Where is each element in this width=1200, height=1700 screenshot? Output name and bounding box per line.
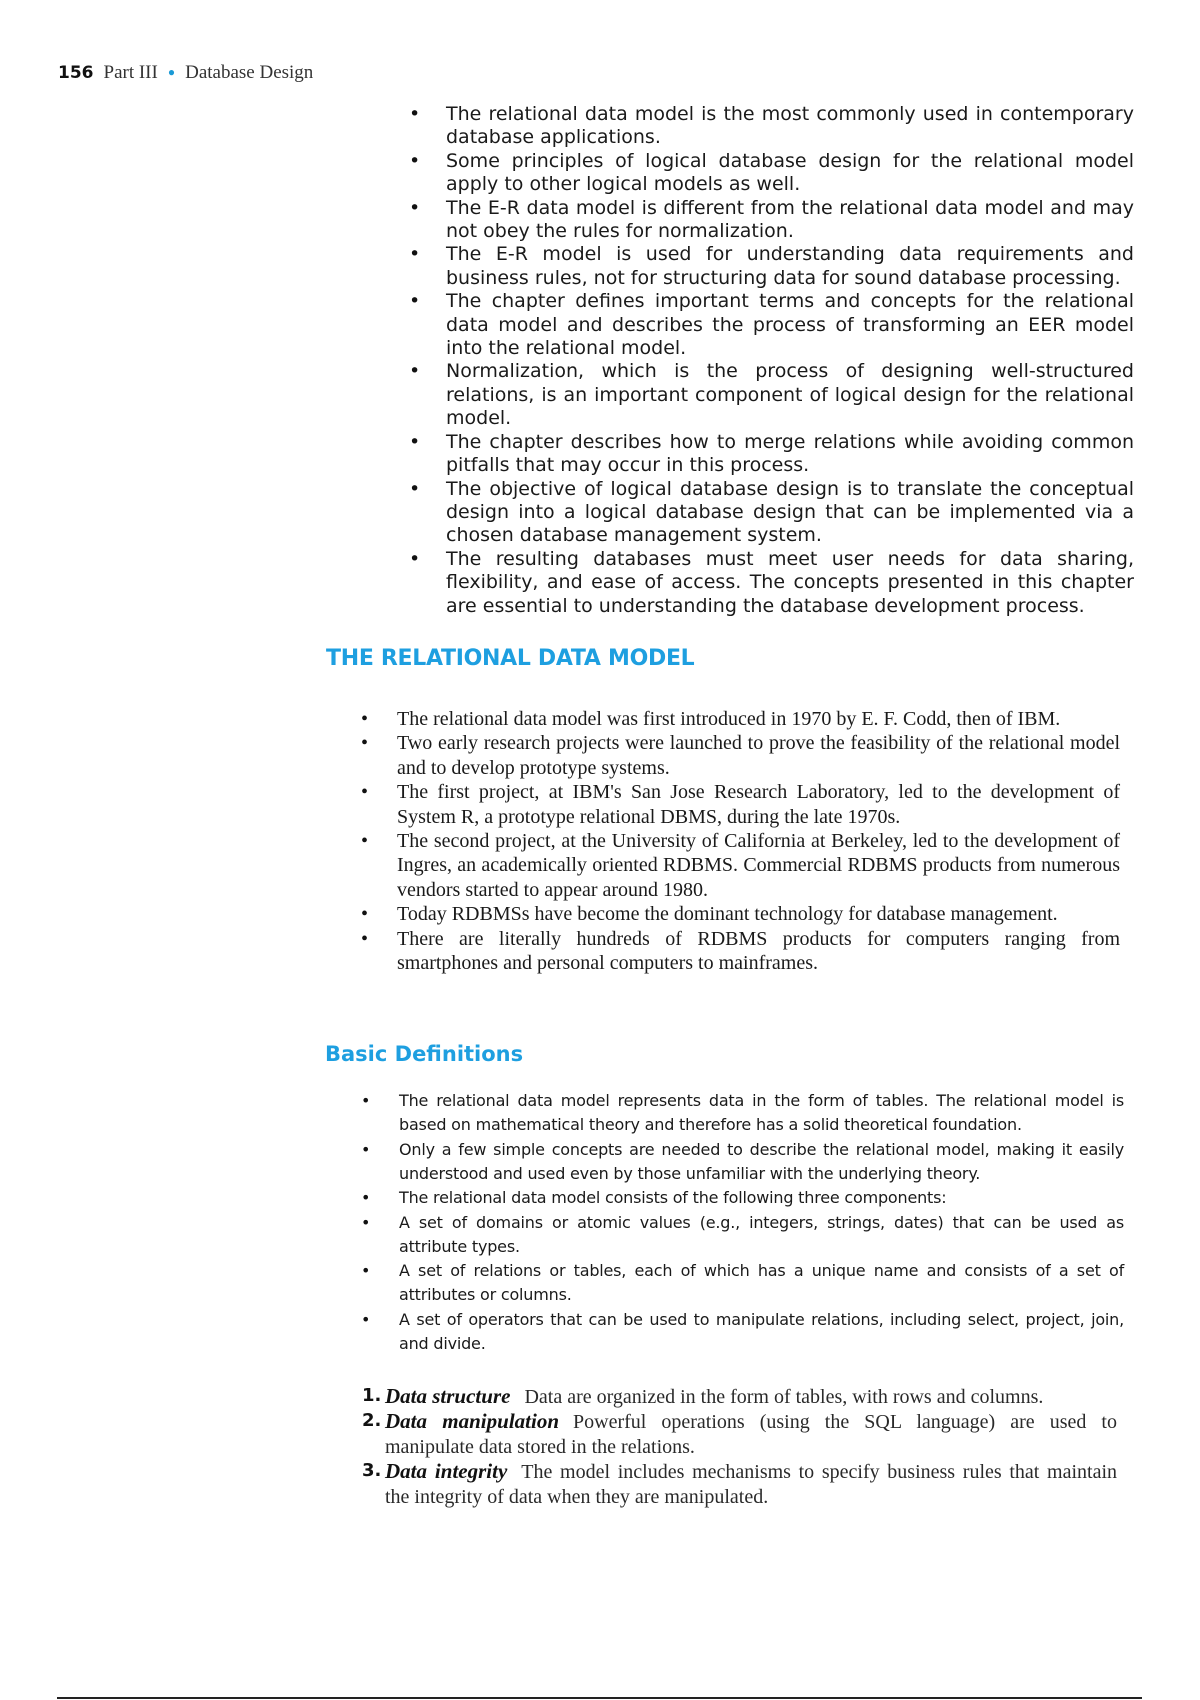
- component-description: The model includes mechanisms to specify business rules that maintain the integrity of data when they are manipulated.: [385, 1461, 1117, 1508]
- component-term: Data integrity: [385, 1459, 508, 1484]
- relational-item: • Today RDBMSs have become the dominant technology for database management.: [397, 902, 1120, 926]
- component-number: 3.: [362, 1460, 382, 1482]
- footer-rule: [57, 1697, 1142, 1699]
- summary-item: • The resulting databases must meet user needs for data sharing, flexibility, and ease of access. The concepts presented in this chapter are essential to understanding the database development process.: [446, 548, 1134, 618]
- component-item: [362, 1384, 1117, 1409]
- component-description: Powerful operations (using the SQL language) are used to manipulate data stored in the relations.: [385, 1411, 1117, 1458]
- definition-item: • A set of domains or atomic values (e.g., integers, strings, dates) that can be used as attribute types.: [399, 1211, 1124, 1259]
- relational-item: • The relational data model was first introduced in 1970 by E. F. Codd, then of IBM.: [397, 707, 1120, 731]
- basic-definitions-list: [399, 1089, 1124, 1356]
- model-components-list: [362, 1384, 1117, 1509]
- chapter-summary-list: [446, 103, 1134, 618]
- summary-item: • The relational data model is the most commonly used in contemporary database applications.: [446, 103, 1134, 150]
- component-item: [362, 1409, 1117, 1459]
- definition-item: • A set of operators that can be used to manipulate relations, including select, project, join, and divide.: [399, 1308, 1124, 1356]
- component-number: 2.: [362, 1410, 382, 1432]
- subsection-heading: Basic Definitions: [325, 1042, 524, 1066]
- relational-item: • There are literally hundreds of RDBMS products for computers ranging from smartphones and personal computers to mainframes.: [397, 927, 1120, 976]
- summary-item: • The E-R data model is different from the relational data model and may not obey the rules for normalization.: [446, 197, 1134, 244]
- summary-item: • The objective of logical database design is to translate the conceptual design into a logical database design that can be implemented via a chosen database management system.: [446, 478, 1134, 548]
- component-number: 1.: [362, 1385, 382, 1406]
- section-heading: THE RELATIONAL DATA MODEL: [326, 646, 695, 671]
- summary-item: • Normalization, which is the process of designing well-structured relations, is an important component of logical design for the relational model.: [446, 360, 1134, 430]
- component-description: Data are organized in the form of tables, with rows and columns.: [524, 1386, 1044, 1408]
- page-number: 156: [58, 63, 94, 83]
- part-label: Part III: [103, 62, 158, 83]
- component-term: Data structure: [385, 1384, 511, 1408]
- relational-item: • The second project, at the University of California at Berkeley, led to the development of Ingres, an academically oriented RDBMS. Commercial RDBMS products from numerous vendors started to appear around 1980.: [397, 829, 1120, 902]
- component-item: [362, 1459, 1117, 1509]
- summary-item: • The chapter describes how to merge relations while avoiding common pitfalls that may occur in this process.: [446, 431, 1134, 478]
- relational-model-list: [397, 707, 1120, 975]
- component-term: Data manipulation: [385, 1409, 560, 1434]
- definition-item: • A set of relations or tables, each of which has a unique name and consists of a set of attributes or columns.: [399, 1259, 1124, 1307]
- running-header: [58, 62, 313, 84]
- summary-item: • The E-R model is used for understanding data requirements and business rules, not for structuring data for sound database processing.: [446, 243, 1134, 290]
- relational-item: • Two early research projects were launched to prove the feasibility of the relational model and to develop prototype systems.: [397, 731, 1120, 780]
- definition-item: • The relational data model consists of the following three components:: [399, 1186, 1124, 1210]
- relational-item: • The first project, at IBM's San Jose Research Laboratory, led to the development of System R, a prototype relational DBMS, during the late 1970s.: [397, 780, 1120, 829]
- section-label: Database Design: [185, 62, 314, 83]
- summary-item: • Some principles of logical database design for the relational model apply to other logical models as well.: [446, 150, 1134, 197]
- header-separator-dot: ●: [167, 65, 176, 79]
- definition-item: • The relational data model represents data in the form of tables. The relational model is based on mathematical theory and therefore has a solid theoretical foundation.: [399, 1089, 1124, 1137]
- summary-item: • The chapter defines important terms and concepts for the relational data model and describes the process of transforming an EER model into the relational model.: [446, 290, 1134, 360]
- definition-item: • Only a few simple concepts are needed to describe the relational model, making it easily understood and used even by those unfamiliar with the underlying theory.: [399, 1138, 1124, 1186]
